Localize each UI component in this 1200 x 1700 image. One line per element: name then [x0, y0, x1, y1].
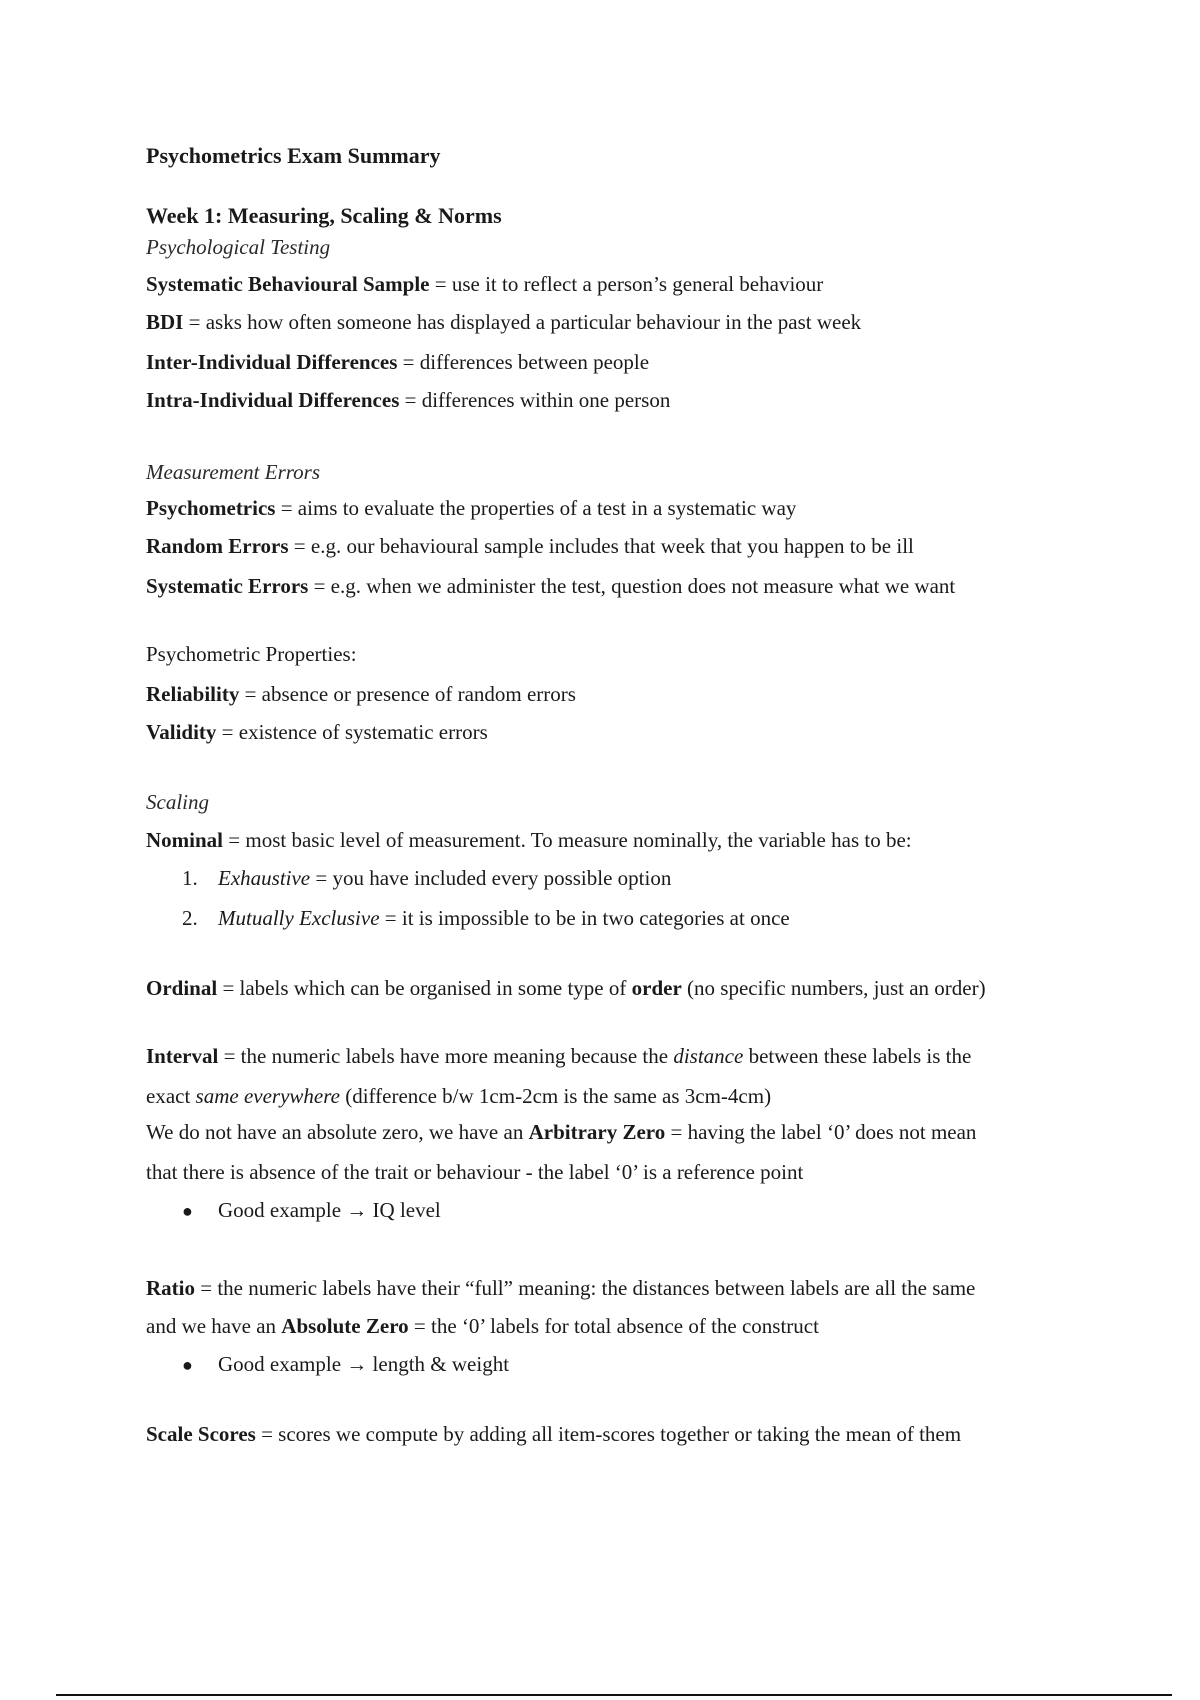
definition-text: = differences between people [397, 350, 650, 374]
definition-text: = having the label ‘0’ does not mean [665, 1120, 977, 1144]
list-number: 1. [182, 866, 198, 890]
document-title: Psychometrics Exam Summary [146, 143, 441, 168]
bullet-text: Good example → IQ level [218, 1198, 441, 1222]
definition-text: = scores we compute by adding all item-scores together or taking the mean of them [255, 1422, 962, 1446]
bullet-icon: ● [182, 1355, 193, 1375]
emphasis-word: Absolute Zero [281, 1314, 409, 1338]
definition-line [146, 680, 576, 708]
definition-line [146, 718, 488, 746]
definition-line [146, 532, 914, 560]
definition-text: We do not have an absolute zero, we have an [146, 1120, 529, 1144]
section-heading-psychometric-properties: Psychometric Properties: [146, 642, 357, 666]
definition-line-nominal [146, 826, 912, 854]
emphasis-word: same everywhere [195, 1084, 340, 1108]
list-number: 2. [182, 906, 198, 930]
definition-text: = use it to reflect a person’s general behaviour [429, 272, 824, 296]
definition-text: = the numeric labels have more meaning because the [218, 1044, 674, 1068]
definition-line [146, 386, 670, 414]
section-heading-psychological-testing: Psychological Testing [146, 235, 331, 259]
definition-text: = absence or presence of random errors [239, 682, 576, 706]
emphasis-word: Arbitrary Zero [528, 1120, 666, 1144]
definition-text: between these labels is the [743, 1044, 972, 1068]
definition-line-interval [146, 1042, 971, 1070]
footer-divider [56, 1694, 1172, 1696]
list-text: = it is impossible to be in two categories at once [379, 906, 790, 930]
definition-term: Validity [146, 720, 217, 744]
definition-line-scale-scores [146, 1420, 961, 1448]
bullet-item [146, 1350, 509, 1379]
definition-term: Ordinal [146, 976, 218, 1000]
section-heading-measurement-errors: Measurement Errors [146, 460, 321, 484]
definition-text: = labels which can be organised in some type of [217, 976, 632, 1000]
definition-continuation [146, 1082, 771, 1110]
definition-term: Random Errors [146, 534, 289, 558]
definition-line [146, 308, 861, 336]
week-heading: Week 1: Measuring, Scaling & Norms [146, 203, 502, 228]
list-term: Mutually Exclusive [218, 906, 380, 930]
list-term: Exhaustive [218, 866, 311, 890]
definition-text: = asks how often someone has displayed a particular behaviour in the past week [183, 310, 862, 334]
definition-term: Inter-Individual Differences [146, 350, 398, 374]
definition-term: Scale Scores [146, 1422, 256, 1446]
bullet-text: Good example → length & weight [218, 1352, 510, 1376]
numbered-list-item [146, 904, 790, 932]
definition-term: BDI [146, 310, 184, 334]
numbered-list-item [146, 864, 671, 892]
definition-term: Reliability [146, 682, 240, 706]
definition-text: and we have an [146, 1314, 282, 1338]
definition-term: Ratio [146, 1276, 195, 1300]
definition-term: Nominal [146, 828, 224, 852]
definition-text: = differences within one person [399, 388, 671, 412]
section-heading-scaling: Scaling [146, 790, 209, 814]
definition-text: = aims to evaluate the properties of a test in a systematic way [275, 496, 797, 520]
definition-term: Intra-Individual Differences [146, 388, 400, 412]
definition-line-ordinal [146, 974, 986, 1002]
definition-line [146, 572, 955, 600]
definition-text: = the numeric labels have their “full” meaning: the distances between labels are all the same [195, 1276, 976, 1300]
definition-text: = most basic level of measurement. To measure nominally, the variable has to be: [223, 828, 912, 852]
emphasis-word: order [631, 976, 682, 1000]
definition-line [146, 494, 796, 522]
definition-text: = e.g. our behavioural sample includes that week that you happen to be ill [288, 534, 914, 558]
definition-text: = the ‘0’ labels for total absence of the construct [408, 1314, 819, 1338]
definition-continuation [146, 1118, 976, 1146]
definition-continuation [146, 1312, 819, 1340]
list-text: = you have included every possible option [310, 866, 672, 890]
definition-line [146, 270, 823, 298]
emphasis-word: distance [673, 1044, 744, 1068]
definition-line-ratio [146, 1274, 975, 1302]
definition-text: = e.g. when we administer the test, question does not measure what we want [308, 574, 956, 598]
definition-text: = existence of systematic errors [216, 720, 488, 744]
definition-line [146, 348, 649, 376]
definition-term: Systematic Errors [146, 574, 309, 598]
definition-text: (no specific numbers, just an order) [681, 976, 986, 1000]
bullet-item [146, 1196, 441, 1225]
bullet-icon: ● [182, 1201, 193, 1221]
definition-term: Systematic Behavioural Sample [146, 272, 430, 296]
definition-term: Psychometrics [146, 496, 276, 520]
definition-term: Interval [146, 1044, 219, 1068]
definition-continuation: that there is absence of the trait or behaviour - the label ‘0’ is a reference point [146, 1160, 804, 1184]
definition-text: (difference b/w 1cm-2cm is the same as 3cm-4cm) [339, 1084, 772, 1108]
definition-text: exact [146, 1084, 196, 1108]
